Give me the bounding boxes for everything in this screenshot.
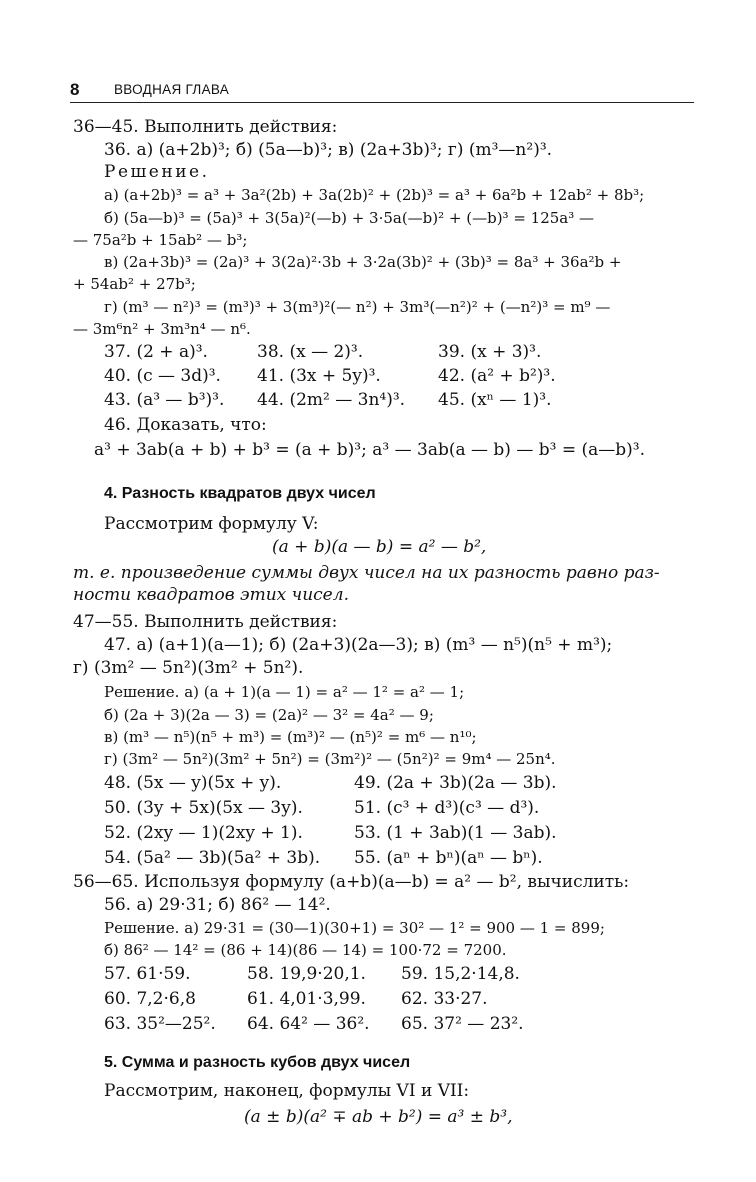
exercise-item: 52. (2xy — 1)(2xy + 1). (104, 823, 303, 843)
exercise-item: 64. 64² — 36². (247, 1014, 370, 1034)
exercise-item: 48. (5x — y)(5x + y). (104, 773, 282, 793)
solution-line: б) 86² — 14² = (86 + 14)(86 — 14) = 100·72 = 7200. (104, 941, 507, 959)
exercise-item: 62. 33·27. (401, 989, 488, 1009)
solution-line: — 3m⁶n² + 3m³n⁴ — n⁶. (73, 320, 251, 338)
exercise-item: 44. (2m² — 3n⁴)³. (257, 390, 406, 410)
solution-line: Решение. а) 29·31 = (30—1)(30+1) = 30² — 1² = 900 — 1 = 899; (104, 919, 605, 937)
solution-line: г) (m³ — n²)³ = (m³)³ + 3(m³)²(— n²) + 3m³(—n²)² + (—n²)³ = m⁹ — (104, 298, 611, 316)
section-5-heading: 5. Сумма и разность кубов двух чисел (104, 1054, 411, 1071)
exercise-item: 42. (a² + b²)³. (438, 366, 556, 386)
formula-v: (a + b)(a — b) = a² — b², (272, 537, 487, 557)
solution-line: в) (m³ — n⁵)(n⁵ + m³) = (m³)² — (n⁵)² = m⁶ — n¹⁰; (104, 728, 477, 746)
identity-formula: a³ + 3ab(a + b) + b³ = (a + b)³; a³ — 3ab(a — b) — b³ = (a—b)³. (94, 440, 645, 460)
exercise-56: 56. а) 29·31; б) 86² — 14². (104, 895, 331, 915)
solution-line: Решение. а) (a + 1)(a — 1) = a² — 1² = a² — 1; (104, 683, 465, 701)
formula-vi-vii: (a ± b)(a² ∓ ab + b²) = a³ ± b³, (244, 1107, 513, 1127)
exercise-range-heading: 56—65. Используя формулу (a+b)(a—b) = a² — b², вычислить: (73, 872, 630, 892)
solution-line: б) (5a—b)³ = (5a)³ + 3(5a)²(—b) + 3·5a(—b)² + (—b)³ = 125a³ — (104, 209, 595, 227)
exercise-item: 51. (c³ + d³)(c³ — d³). (354, 798, 540, 818)
exercise-item: 49. (2a + 3b)(2a — 3b). (354, 773, 557, 793)
exercise-item: 65. 37² — 23². (401, 1014, 524, 1034)
exercise-item: 45. (xⁿ — 1)³. (438, 390, 552, 410)
exercise-range-heading: 36—45. Выполнить действия: (73, 117, 338, 137)
definition-text: т. е. произведение суммы двух чисел на их разность равно раз- (73, 563, 660, 583)
exercise-46: 46. Доказать, что: (104, 415, 267, 435)
paragraph: Рассмотрим, наконец, формулы VI и VII: (104, 1081, 470, 1101)
solution-line: а) (a+2b)³ = a³ + 3a²(2b) + 3a(2b)² + (2b)³ = a³ + 6a²b + 12ab² + 8b³; (104, 186, 645, 204)
exercise-item: 55. (aⁿ + bⁿ)(aⁿ — bⁿ). (354, 848, 543, 868)
exercise-range-heading: 47—55. Выполнить действия: (73, 612, 338, 632)
exercise-item: 54. (5a² — 3b)(5a² + 3b). (104, 848, 321, 868)
definition-text: ности квадратов этих чисел. (73, 585, 349, 605)
exercise-item: 57. 61·59. (104, 964, 191, 984)
solution-line: + 54ab² + 27b³; (73, 275, 196, 293)
exercise-item: 53. (1 + 3ab)(1 — 3ab). (354, 823, 557, 843)
exercise-item: 63. 35²—25². (104, 1014, 216, 1034)
exercise-item: 59. 15,2·14,8. (401, 964, 520, 984)
chapter-title: ВВОДНАЯ ГЛАВА (114, 82, 230, 97)
solution-line: — 75a²b + 15ab² — b³; (73, 231, 248, 249)
section-4-heading: 4. Разность квадратов двух чисел (104, 485, 376, 502)
exercise-item: 60. 7,2·6,8 (104, 989, 196, 1009)
exercise-item: 38. (x — 2)³. (257, 342, 364, 362)
exercise-36: 36. а) (a+2b)³; б) (5a—b)³; в) (2a+3b)³; г) (m³—n²)³. (104, 140, 553, 160)
exercise-item: 40. (c — 3d)³. (104, 366, 221, 386)
exercise-item: 43. (a³ — b³)³. (104, 390, 225, 410)
exercise-item: 37. (2 + a)³. (104, 342, 208, 362)
solution-line: в) (2a+3b)³ = (2a)³ + 3(2a)²·3b + 3·2a(3b)² + (3b)³ = 8a³ + 36a²b + (104, 253, 622, 271)
exercise-item: 50. (3y + 5x)(5x — 3y). (104, 798, 303, 818)
exercise-47: 47. а) (a+1)(a—1); б) (2a+3)(2a—3); в) (m³ — n⁵)(n⁵ + m³); (104, 635, 613, 655)
solution-line: б) (2a + 3)(2a — 3) = (2a)² — 3² = 4a² — 9; (104, 706, 434, 724)
exercise-item: 39. (x + 3)³. (438, 342, 542, 362)
exercise-item: 61. 4,01·3,99. (247, 989, 366, 1009)
exercise-item: 41. (3x + 5y)³. (257, 366, 381, 386)
page-number: 8 (70, 80, 80, 99)
solution-label: Решение. (104, 162, 210, 182)
page-header (70, 80, 694, 103)
paragraph: Рассмотрим формулу V: (104, 514, 319, 534)
solution-line: г) (3m² — 5n²)(3m² + 5n²) = (3m²)² — (5n²)² = 9m⁴ — 25n⁴. (104, 750, 556, 768)
exercise-item: 58. 19,9·20,1. (247, 964, 366, 984)
exercise-47-cont: г) (3m² — 5n²)(3m² + 5n²). (73, 658, 304, 678)
